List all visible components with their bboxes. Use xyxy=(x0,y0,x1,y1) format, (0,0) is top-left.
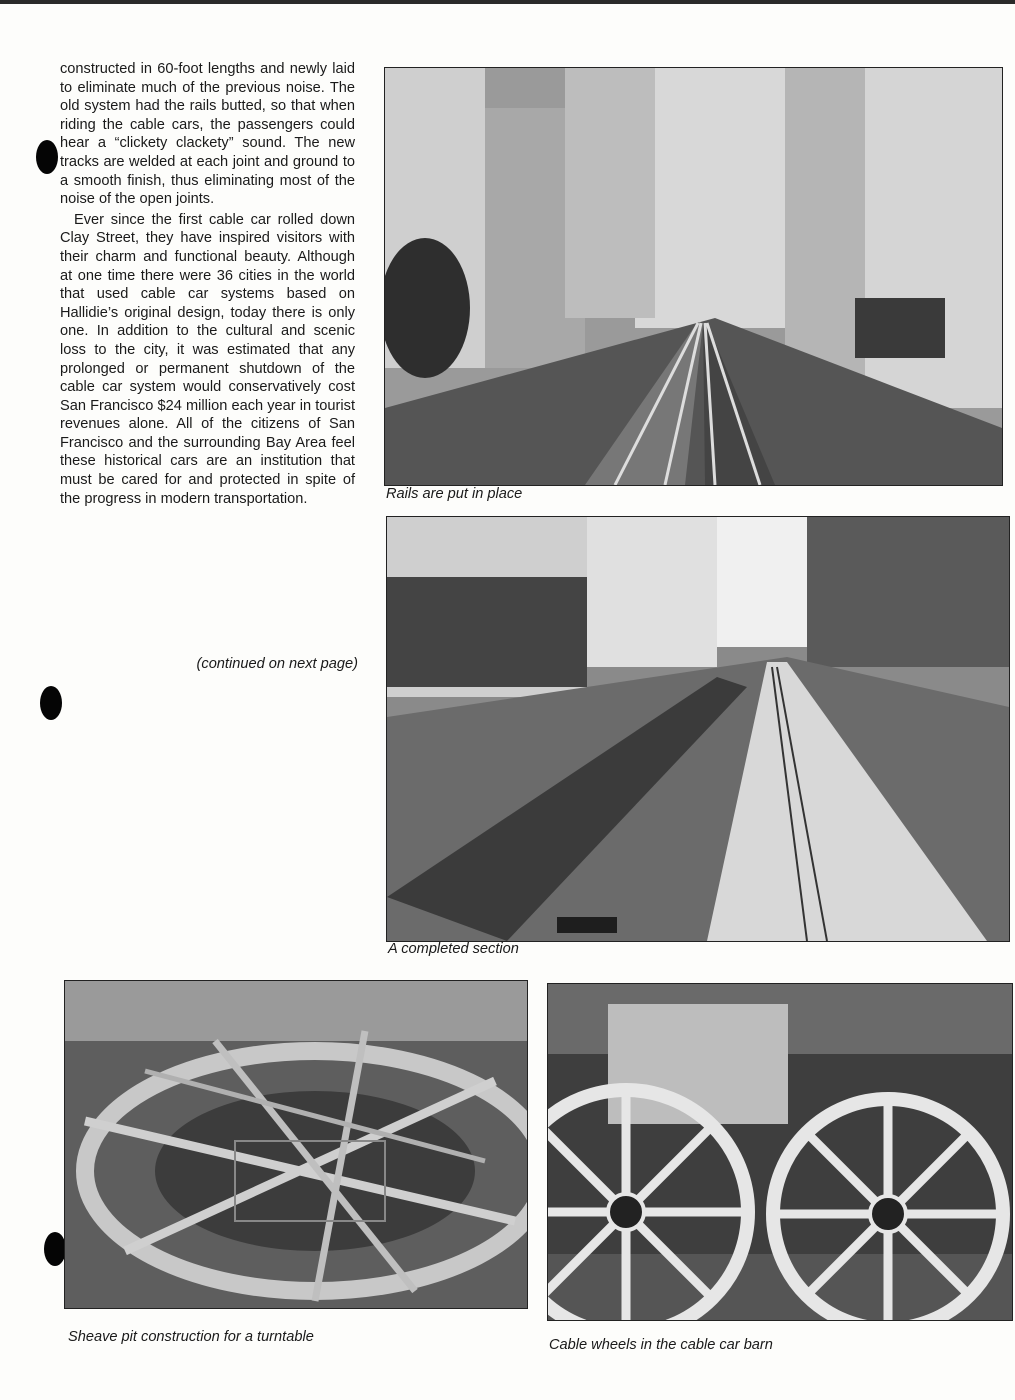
photo-rails-image xyxy=(385,68,1002,485)
binder-hole-top xyxy=(36,140,58,174)
photo-rails xyxy=(384,67,1003,486)
photo-wheels-image xyxy=(548,984,1012,1320)
article-text xyxy=(60,60,355,508)
photo-sheave xyxy=(64,980,528,1309)
continued-note: (continued on next page) xyxy=(196,656,358,672)
binder-hole-middle xyxy=(40,686,62,720)
article-paragraph-2: Ever since the first cable car rolled down Clay Street, they have inspired visitors with their charm and functional beauty. Although at one time there were 36 cities in the world that used cable car systems based on Hallidie’s original design, today there is only one. In addition to the cultural and scenic loss to the city, it was estimated that any prolonged or permanent shutdown of the cable car system would conservatively cost San Francisco $24 million each year in tourist revenues alone. All of the citizens of San Francisco and the surrounding Bay Area feel these historical cars are an institution that must be cared for and protected in spite of the progress in modern transportation. xyxy=(60,211,355,507)
caption-wheels: Cable wheels in the cable car barn xyxy=(549,1337,773,1353)
photo-completed-image xyxy=(387,517,1009,941)
page-top-edge xyxy=(0,0,1015,4)
caption-sheave: Sheave pit construction for a turntable xyxy=(68,1329,314,1345)
photo-sheave-image xyxy=(65,981,527,1308)
photo-completed xyxy=(386,516,1010,942)
photo-wheels xyxy=(547,983,1013,1321)
binder-hole-bottom xyxy=(44,1232,66,1266)
article-paragraph-1: constructed in 60-foot lengths and newly laid to eliminate much of the previous noise. The old system had the rails butted, so that when riding the cable cars, the passengers could hear a “clickety clackety” sound. The new tracks are welded at each joint and ground to a smooth finish, thus eliminating most of the noise of the open joints. xyxy=(60,61,355,208)
caption-rails: Rails are put in place xyxy=(386,486,523,502)
caption-completed: A completed section xyxy=(388,941,519,957)
